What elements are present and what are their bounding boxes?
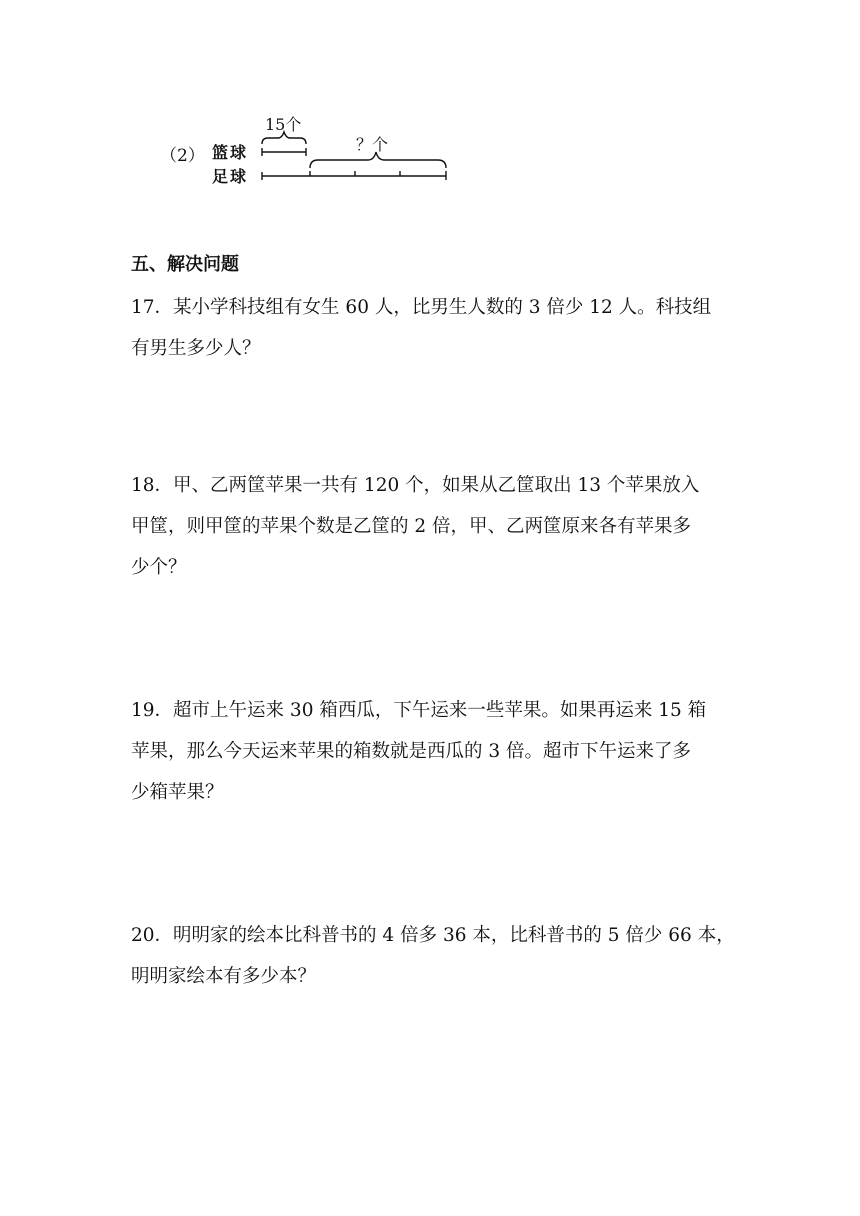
diagram-number: （2） [160,146,205,166]
basketball-row-label: 篮球 [212,143,249,162]
question-line: 有男生多少人？ [131,338,261,359]
question-17 [131,287,731,369]
question-line: 17．某小学科技组有女生 60 人，比男生人数的 3 倍少 12 人。科技组 [131,297,712,318]
line-segment-diagram [160,108,460,188]
football-row-label: 足球 [212,167,249,186]
quantity-unknown-label: ？个 [356,135,389,154]
section-title: 五、解决问题 [131,254,239,275]
question-line: 苹果，那么今天运来苹果的箱数就是西瓜的 3 倍。超市下午运来了多 [131,741,692,762]
question-line: 20．明明家的绘本比科普书的 4 倍多 36 本，比科普书的 5 倍少 66 本， [131,925,735,946]
question-line: 少个？ [131,557,187,578]
question-line: 甲筐，则甲筐的苹果个数是乙筐的 2 倍，甲、乙两筐原来各有苹果多 [131,516,692,537]
question-20 [131,915,735,997]
question-line: 19．超市上午运来 30 箱西瓜，下午运来一些苹果。如果再运来 15 箱 [131,700,707,721]
diagram-drawing [160,108,460,188]
football-extra-brace [310,152,446,168]
question-line: 明明家绘本有多少本？ [131,966,317,987]
question-line: 少箱苹果？ [131,782,224,803]
question-line: 18．甲、乙两筐苹果一共有 120 个，如果从乙筐取出 13 个苹果放入 [131,475,700,496]
quantity-15-label: 15个 [265,115,302,134]
question-19 [131,690,731,813]
question-18 [131,465,731,588]
